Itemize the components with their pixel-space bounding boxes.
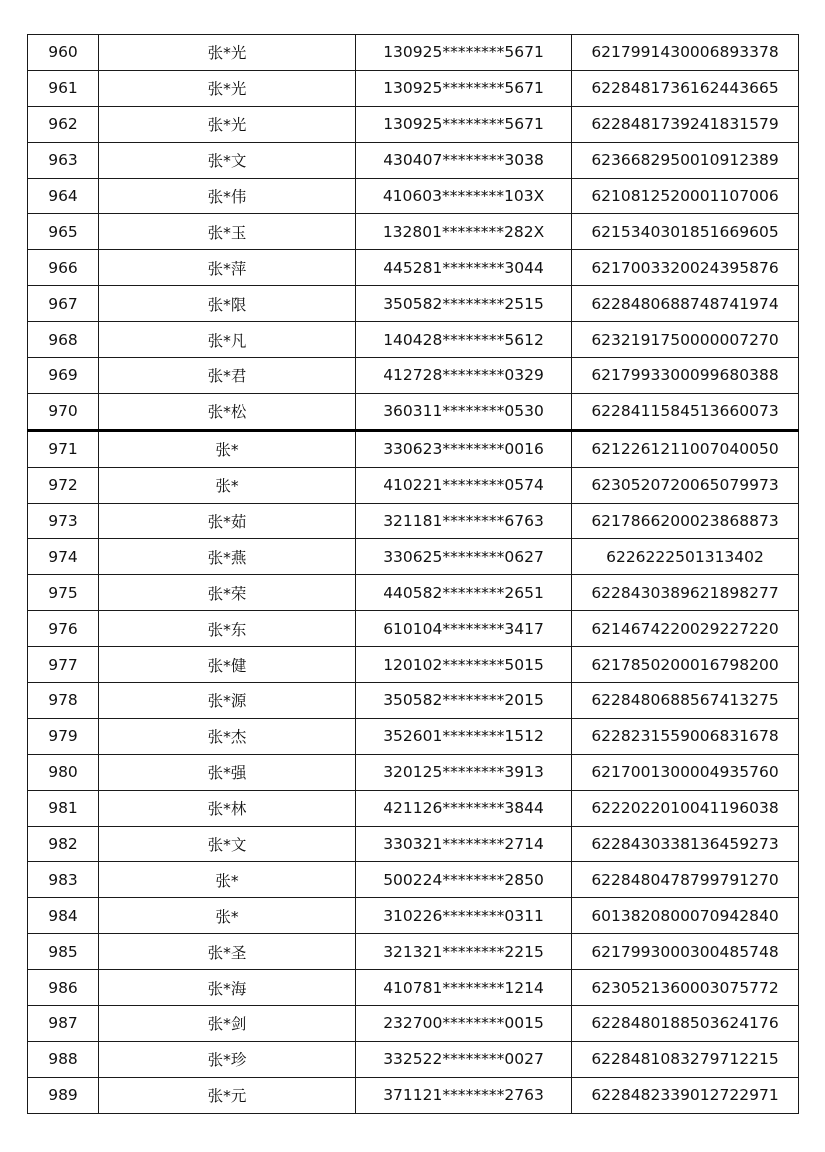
row-number-cell: 988 — [28, 1041, 99, 1077]
id-number-cell: 410221********0574 — [356, 467, 572, 503]
account-number-cell: 6230521360003075772 — [572, 970, 799, 1006]
account-number-cell: 6230520720065079973 — [572, 467, 799, 503]
name-cell: 张* — [99, 430, 356, 467]
name-cell: 张*光 — [99, 35, 356, 71]
table-row — [28, 214, 799, 250]
row-number-cell: 975 — [28, 575, 99, 611]
row-number-cell: 985 — [28, 934, 99, 970]
account-number-cell: 6212261211007040050 — [572, 430, 799, 467]
name-cell: 张*玉 — [99, 214, 356, 250]
id-number-cell: 130925********5671 — [356, 35, 572, 71]
table-row — [28, 970, 799, 1006]
account-number-cell: 6222022010041196038 — [572, 790, 799, 826]
name-cell: 张*强 — [99, 754, 356, 790]
name-cell: 张* — [99, 467, 356, 503]
id-number-cell: 352601********1512 — [356, 718, 572, 754]
name-cell: 张*光 — [99, 70, 356, 106]
row-number-cell: 966 — [28, 250, 99, 286]
row-number-cell: 986 — [28, 970, 99, 1006]
name-cell: 张* — [99, 898, 356, 934]
account-number-cell: 6210812520001107006 — [572, 178, 799, 214]
id-number-cell: 330623********0016 — [356, 430, 572, 467]
name-cell: 张*海 — [99, 970, 356, 1006]
account-number-cell: 6232191750000007270 — [572, 322, 799, 358]
table-row — [28, 647, 799, 683]
row-number-cell: 981 — [28, 790, 99, 826]
account-number-cell: 6228482339012722971 — [572, 1077, 799, 1113]
name-cell: 张*林 — [99, 790, 356, 826]
table-row — [28, 683, 799, 719]
account-number-cell: 6228480478799791270 — [572, 862, 799, 898]
row-number-cell: 989 — [28, 1077, 99, 1113]
row-number-cell: 961 — [28, 70, 99, 106]
row-number-cell: 979 — [28, 718, 99, 754]
id-number-cell: 132801********282X — [356, 214, 572, 250]
table-row — [28, 35, 799, 71]
id-number-cell: 130925********5671 — [356, 106, 572, 142]
id-number-cell: 421126********3844 — [356, 790, 572, 826]
name-cell: 张*光 — [99, 106, 356, 142]
table-row — [28, 539, 799, 575]
id-number-cell: 445281********3044 — [356, 250, 572, 286]
id-number-cell: 430407********3038 — [356, 142, 572, 178]
name-cell: 张*燕 — [99, 539, 356, 575]
table-row — [28, 286, 799, 322]
id-number-cell: 440582********2651 — [356, 575, 572, 611]
row-number-cell: 964 — [28, 178, 99, 214]
row-number-cell: 963 — [28, 142, 99, 178]
row-number-cell: 980 — [28, 754, 99, 790]
table-row — [28, 790, 799, 826]
row-number-cell: 972 — [28, 467, 99, 503]
name-cell: 张*君 — [99, 358, 356, 394]
table-row — [28, 106, 799, 142]
name-cell: 张*文 — [99, 826, 356, 862]
row-number-cell: 967 — [28, 286, 99, 322]
table-row — [28, 178, 799, 214]
name-cell: 张*剑 — [99, 1006, 356, 1042]
account-number-cell: 6228481083279712215 — [572, 1041, 799, 1077]
name-cell: 张*萍 — [99, 250, 356, 286]
account-number-cell: 6228481739241831579 — [572, 106, 799, 142]
account-number-cell: 6228481736162443665 — [572, 70, 799, 106]
row-number-cell: 962 — [28, 106, 99, 142]
account-number-cell: 6236682950010912389 — [572, 142, 799, 178]
roster-table — [27, 34, 799, 1114]
id-number-cell: 140428********5612 — [356, 322, 572, 358]
name-cell: 张*松 — [99, 393, 356, 430]
account-number-cell: 6228430338136459273 — [572, 826, 799, 862]
id-number-cell: 321321********2215 — [356, 934, 572, 970]
id-number-cell: 120102********5015 — [356, 647, 572, 683]
account-number-cell: 6228480188503624176 — [572, 1006, 799, 1042]
table-row — [28, 503, 799, 539]
row-number-cell: 974 — [28, 539, 99, 575]
table-row — [28, 611, 799, 647]
id-number-cell: 320125********3913 — [356, 754, 572, 790]
account-number-cell: 6217866200023868873 — [572, 503, 799, 539]
table-row — [28, 70, 799, 106]
account-number-cell: 6217993000300485748 — [572, 934, 799, 970]
name-cell: 张*元 — [99, 1077, 356, 1113]
table-row — [28, 358, 799, 394]
account-number-cell: 6215340301851669605 — [572, 214, 799, 250]
id-number-cell: 410781********1214 — [356, 970, 572, 1006]
name-cell: 张*伟 — [99, 178, 356, 214]
id-number-cell: 412728********0329 — [356, 358, 572, 394]
table-row — [28, 1041, 799, 1077]
table-row — [28, 718, 799, 754]
row-number-cell: 976 — [28, 611, 99, 647]
account-number-cell: 6013820800070942840 — [572, 898, 799, 934]
name-cell: 张*源 — [99, 683, 356, 719]
row-number-cell: 982 — [28, 826, 99, 862]
name-cell: 张*健 — [99, 647, 356, 683]
table-row — [28, 1077, 799, 1113]
row-number-cell: 987 — [28, 1006, 99, 1042]
row-number-cell: 960 — [28, 35, 99, 71]
id-number-cell: 350582********2515 — [356, 286, 572, 322]
account-number-cell: 6214674220029227220 — [572, 611, 799, 647]
id-number-cell: 130925********5671 — [356, 70, 572, 106]
table-row — [28, 393, 799, 430]
table-row — [28, 467, 799, 503]
account-number-cell: 6217993300099680388 — [572, 358, 799, 394]
id-number-cell: 310226********0311 — [356, 898, 572, 934]
name-cell: 张*圣 — [99, 934, 356, 970]
account-number-cell: 6228430389621898277 — [572, 575, 799, 611]
row-number-cell: 983 — [28, 862, 99, 898]
table-row — [28, 826, 799, 862]
id-number-cell: 371121********2763 — [356, 1077, 572, 1113]
table-row — [28, 322, 799, 358]
table-row — [28, 430, 799, 467]
id-number-cell: 330625********0627 — [356, 539, 572, 575]
name-cell: 张*杰 — [99, 718, 356, 754]
id-number-cell: 232700********0015 — [356, 1006, 572, 1042]
id-number-cell: 332522********0027 — [356, 1041, 572, 1077]
row-number-cell: 971 — [28, 430, 99, 467]
table-row — [28, 250, 799, 286]
name-cell: 张*珍 — [99, 1041, 356, 1077]
id-number-cell: 610104********3417 — [356, 611, 572, 647]
name-cell: 张*文 — [99, 142, 356, 178]
id-number-cell: 321181********6763 — [356, 503, 572, 539]
roster-table-body — [28, 35, 799, 1114]
id-number-cell: 410603********103X — [356, 178, 572, 214]
id-number-cell: 360311********0530 — [356, 393, 572, 430]
row-number-cell: 969 — [28, 358, 99, 394]
row-number-cell: 965 — [28, 214, 99, 250]
name-cell: 张*茹 — [99, 503, 356, 539]
account-number-cell: 6228411584513660073 — [572, 393, 799, 430]
row-number-cell: 973 — [28, 503, 99, 539]
id-number-cell: 350582********2015 — [356, 683, 572, 719]
table-row — [28, 862, 799, 898]
account-number-cell: 6217003320024395876 — [572, 250, 799, 286]
name-cell: 张*东 — [99, 611, 356, 647]
row-number-cell: 984 — [28, 898, 99, 934]
account-number-cell: 6228480688567413275 — [572, 683, 799, 719]
table-row — [28, 934, 799, 970]
account-number-cell: 6217850200016798200 — [572, 647, 799, 683]
id-number-cell: 500224********2850 — [356, 862, 572, 898]
table-row — [28, 142, 799, 178]
row-number-cell: 977 — [28, 647, 99, 683]
name-cell: 张*限 — [99, 286, 356, 322]
name-cell: 张*凡 — [99, 322, 356, 358]
account-number-cell: 6217001300004935760 — [572, 754, 799, 790]
row-number-cell: 970 — [28, 393, 99, 430]
name-cell: 张*荣 — [99, 575, 356, 611]
row-number-cell: 978 — [28, 683, 99, 719]
account-number-cell: 6226222501313402 — [572, 539, 799, 575]
table-row — [28, 754, 799, 790]
account-number-cell: 6228231559006831678 — [572, 718, 799, 754]
id-number-cell: 330321********2714 — [356, 826, 572, 862]
table-row — [28, 575, 799, 611]
table-row — [28, 1006, 799, 1042]
account-number-cell: 6217991430006893378 — [572, 35, 799, 71]
account-number-cell: 6228480688748741974 — [572, 286, 799, 322]
name-cell: 张* — [99, 862, 356, 898]
row-number-cell: 968 — [28, 322, 99, 358]
table-row — [28, 898, 799, 934]
